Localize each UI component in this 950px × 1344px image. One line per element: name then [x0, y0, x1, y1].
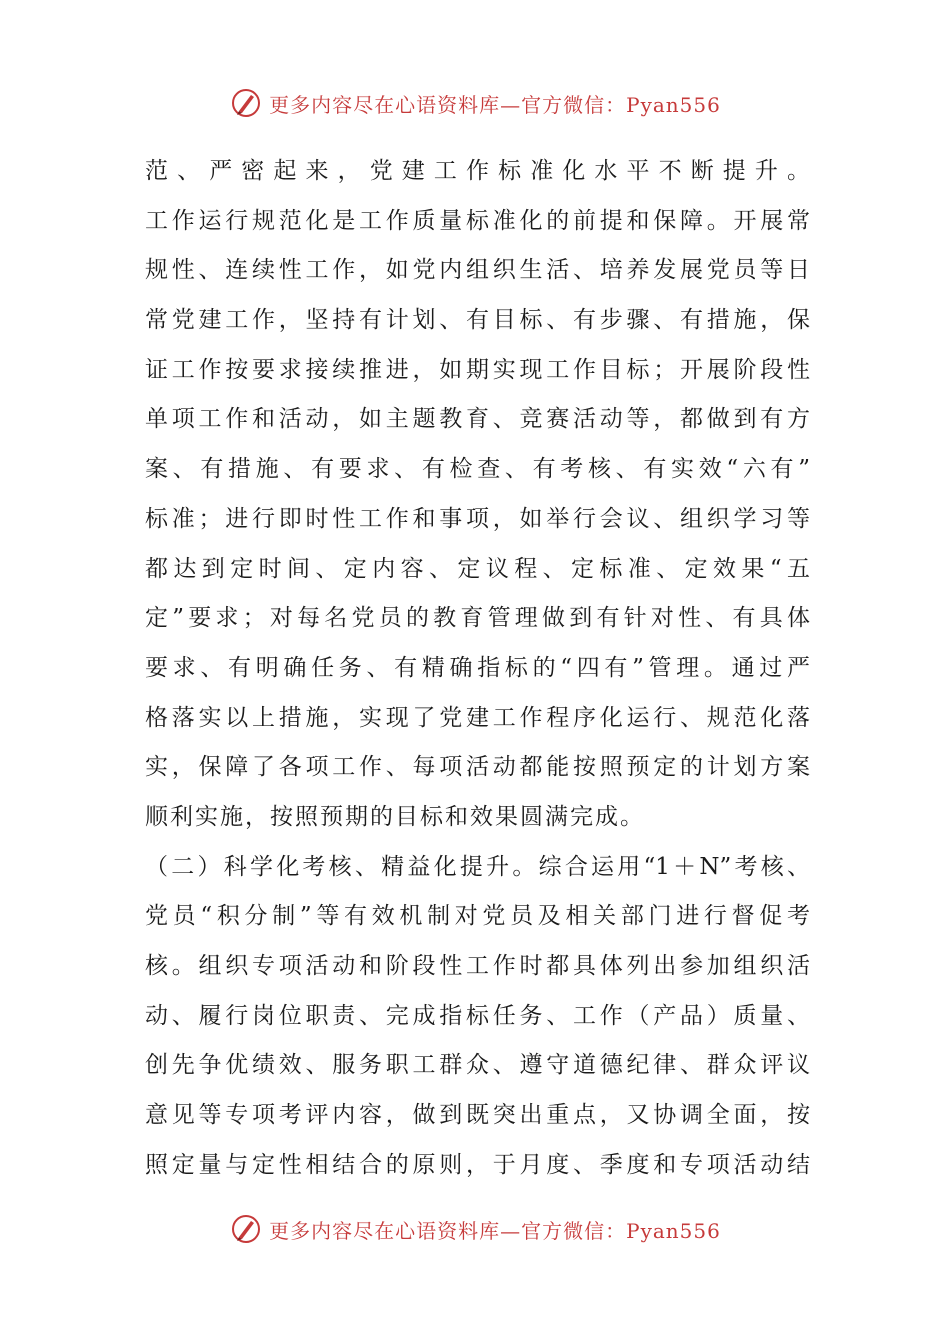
body-line: 定”要求；对每名党员的教育管理做到有针对性、有具体 — [145, 605, 810, 632]
body-line: 单项工作和活动，如主题教育、竞赛活动等，都做到有方 — [145, 406, 810, 433]
pen-logo-icon — [229, 1212, 263, 1246]
body-line: 核。组织专项活动和阶段性工作时都具体列出参加组织活 — [145, 953, 810, 979]
body-line: 规性、连续性工作，如党内组织生活、培养发展党员等日 — [145, 257, 810, 284]
body-line: 范、严密起来，党建工作标准化水平不断提升。 — [145, 158, 810, 184]
footer-banner-text: 更多内容尽在心语资料库—官方微信：Pyan556 — [269, 1218, 721, 1243]
body-line: 意见等专项考评内容，做到既突出重点，又协调全面，按 — [145, 1102, 810, 1129]
body-line: 动、履行岗位职责、完成指标任务、工作（产品）质量、 — [145, 1002, 810, 1029]
footer-banner — [0, 1209, 950, 1249]
body-line: 实，保障了各项工作、每项活动都能按照预定的计划方案 — [145, 754, 810, 781]
body-line: 格落实以上措施，实现了党建工作程序化运行、规范化落 — [145, 704, 810, 731]
body-line: 工作运行规范化是工作质量标准化的前提和保障。开展常 — [145, 207, 810, 234]
body-line: 党员“积分制”等有效机制对党员及相关部门进行督促考 — [145, 903, 810, 930]
body-line: 要求、有明确任务、有精确指标的“四有”管理。通过严 — [145, 654, 810, 681]
body-line: 常党建工作，坚持有计划、有目标、有步骤、有措施，保 — [145, 307, 810, 334]
header-banner-text: 更多内容尽在心语资料库—官方微信：Pyan556 — [269, 92, 721, 117]
pen-logo-icon — [229, 86, 263, 120]
body-line: 证工作按要求接续推进，如期实现工作目标；开展阶段性 — [145, 356, 810, 383]
body-line: 标准；进行即时性工作和事项，如举行会议、组织学习等 — [145, 505, 810, 532]
body-line: 顺利实施，按照预期的目标和效果圆满完成。 — [145, 803, 645, 830]
body-line: 创先争优绩效、服务职工群众、遵守道德纪律、群众评议 — [145, 1052, 810, 1079]
body-line: 照定量与定性相结合的原则，于月度、季度和专项活动结 — [145, 1151, 810, 1178]
document-body — [145, 147, 810, 1190]
header-banner — [0, 83, 950, 123]
body-line: （二）科学化考核、精益化提升。综合运用“1＋N”考核、 — [145, 853, 810, 880]
body-line: 都达到定时间、定内容、定议程、定标准、定效果“五 — [145, 555, 810, 582]
body-line: 案、有措施、有要求、有检查、有考核、有实效“六有” — [145, 456, 810, 483]
